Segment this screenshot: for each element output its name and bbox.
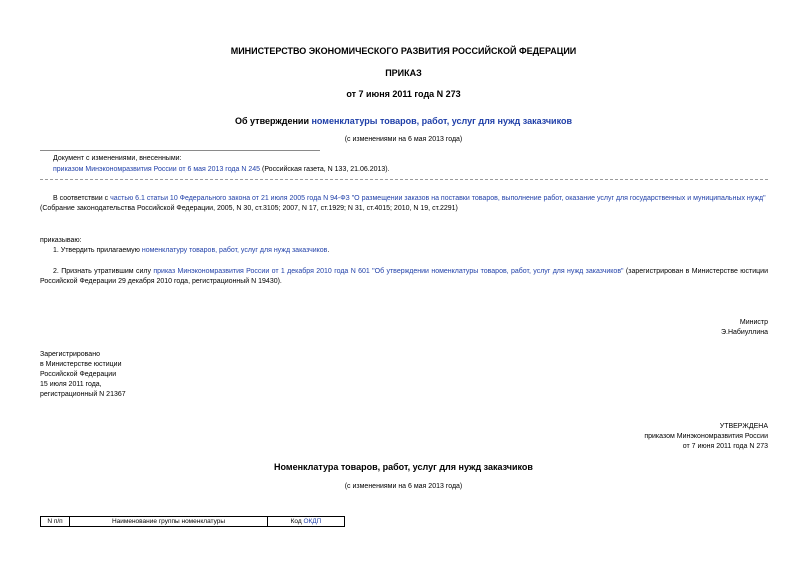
nomenclature-table (40, 516, 345, 527)
col-name-header: Наименование группы номенклатуры (70, 517, 268, 527)
signature-name: Э.Набиуллина (720, 329, 768, 336)
doc-title-prefix: Об утверждении (235, 116, 312, 126)
doc-title (0, 116, 807, 127)
order-item-1-link[interactable]: номенклатуру товаров, работ, услуг для нужд заказчиков (141, 247, 328, 254)
order-item-2-start: 2. Признать утратившим силу (53, 268, 154, 275)
doc-type: ПРИКАЗ (385, 68, 422, 78)
divider-dashed (40, 179, 768, 180)
order-item-2-link[interactable]: приказ Минэкономразвития России от 1 декабря 2010 года N 601 "Об утверждении номенклатуры товаров, работ, услуг для нужд заказчиков" (153, 268, 624, 275)
registered-line-1: Зарегистрировано (40, 351, 100, 358)
approved-block (560, 422, 768, 452)
changes-label: Документ с изменениями, внесенными: (53, 155, 182, 162)
col-code-header (268, 517, 345, 527)
col-code-prefix: Код (290, 518, 304, 525)
amend-note: (с изменениями на 6 мая 2013 года) (344, 136, 463, 143)
preamble-paragraph (40, 194, 768, 214)
col-number-header: N п/п (41, 517, 70, 527)
divider (40, 150, 320, 151)
changes-line (53, 165, 390, 175)
order-item-1-start: 1. Утвердить прилагаемую (53, 247, 142, 254)
preamble-law-link[interactable]: частью 6.1 статьи 10 Федерального закона от 21 июля 2005 года N 94-ФЗ "О размещении заказов на поставки товаров, выполнение работ, оказание услуг для государственных и муниципальных нужд" (110, 195, 766, 202)
nomenclature-title: Номенклатура товаров, работ, услуг для нужд заказчиков (274, 462, 533, 472)
order-item-1-end: . (327, 247, 330, 254)
doc-date-number: от 7 июня 2011 года N 273 (346, 89, 461, 99)
registered-line-2: в Министерстве юстиции (40, 361, 122, 368)
registered-line-4: 15 июля 2011 года, (40, 381, 102, 388)
changes-tail: (Российская газета, N 133, 21.06.2013). (260, 166, 390, 173)
ministry-heading: МИНИСТЕРСТВО ЭКОНОМИЧЕСКОГО РАЗВИТИЯ РОССИЙСКОЙ ФЕДЕРАЦИИ (230, 46, 577, 56)
approved-line-1: УТВЕРЖДЕНА (719, 423, 768, 430)
approved-line-3: от 7 июня 2011 года N 273 (682, 443, 768, 450)
okdp-link[interactable]: ОКДП (303, 518, 322, 525)
order-item-2 (40, 267, 768, 287)
order-item-1 (53, 246, 329, 256)
changes-link[interactable]: приказом Минэкономразвития России от 6 мая 2013 года N 245 (53, 166, 261, 173)
doc-title-link[interactable]: номенклатуры товаров, работ, услуг для нужд заказчиков (311, 116, 572, 126)
registered-line-5: регистрационный N 21367 (40, 391, 126, 398)
approved-line-2: приказом Минэкономразвития России (644, 433, 768, 440)
registered-line-3: Российской Федерации (40, 371, 117, 378)
registered-block (40, 350, 126, 400)
signature-position: Министр (739, 319, 768, 326)
table-header-row (41, 517, 345, 527)
preamble-start: В соответствии с (53, 195, 111, 202)
preamble-tail: (Собрание законодательства Российской Федерации, 2005, N 30, ст.3105; 2007, N 17, ст.1929; N 31, ст.4015; 2010, N 19, ст.2291) (40, 205, 458, 212)
order-item-2-tail: (зарегистрирован в Министерстве юстиции Российской Федерации 29 декабря 2010 года, регистрационный N 19430). (40, 268, 768, 285)
nomenclature-amend-note: (с изменениями на 6 мая 2013 года) (344, 483, 463, 490)
orders-intro: приказываю: (40, 237, 82, 244)
